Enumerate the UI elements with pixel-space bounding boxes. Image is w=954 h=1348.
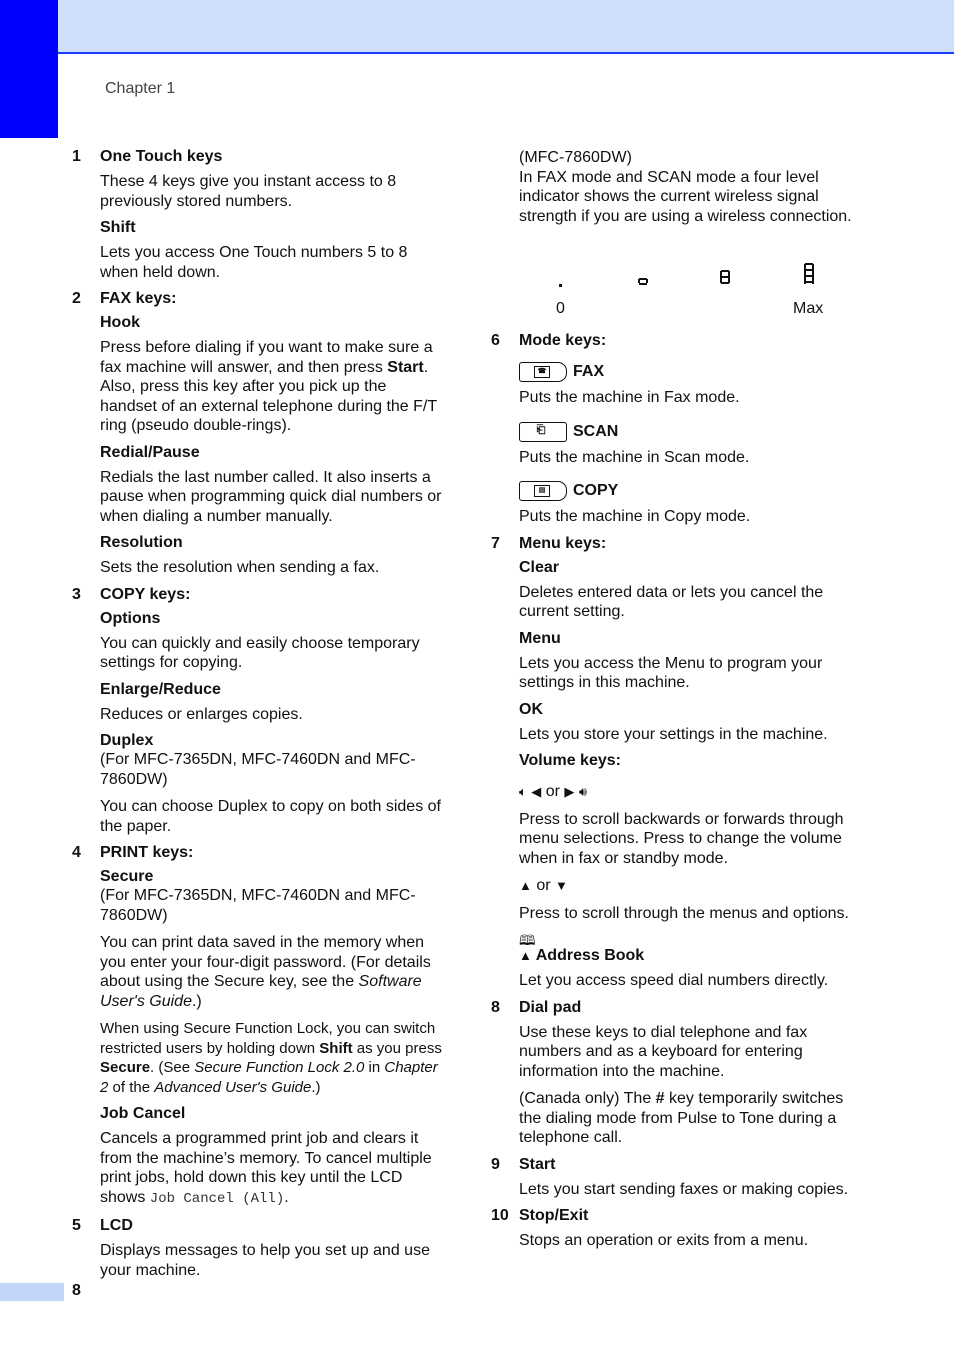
subheading: Enlarge/Reduce <box>100 680 221 698</box>
item-dial-pad <box>491 999 866 1148</box>
item-mode-keys <box>491 332 866 527</box>
item-number: 6 <box>491 332 500 349</box>
signal-max-label: Max <box>793 300 824 317</box>
item-one-touch <box>72 148 442 282</box>
item-menu-keys <box>491 535 866 991</box>
right-arrow-icon: ▶ <box>564 784 575 799</box>
paragraph: You can print data saved in the memory when you enter your four-digit password. (For details about using the Secure key, see the Software User's Guide.) <box>100 934 431 1010</box>
paragraph: Press before dialing if you want to make sure a fax machine will answer, and then press Start. Also, press this key after you pick up the handset of an external telephone during the F/T ring (pseudo double-rings). <box>100 339 437 434</box>
item-title: PRINT keys: <box>100 844 194 861</box>
left-arrow-icon: ◀ <box>531 784 542 799</box>
paragraph: Lets you store your settings in the machine. <box>519 725 828 743</box>
item-number: 3 <box>72 585 81 603</box>
paragraph: In FAX mode and SCAN mode a four level indicator shows the current wireless signal strength if you are using a wireless connection. <box>519 168 852 225</box>
copy-mode-key: ▤ COPY <box>519 481 866 501</box>
paragraph: You can choose Duplex to copy on both sides of the paper. <box>100 798 441 835</box>
item-title: One Touch keys <box>100 148 223 165</box>
header-band <box>0 0 954 54</box>
paragraph: Puts the machine in Scan mode. <box>519 448 750 466</box>
item-title: LCD <box>100 1217 133 1234</box>
address-book-heading: ▲ Address Book <box>519 947 645 964</box>
paragraph: You can quickly and easily choose temporary settings for copying. <box>100 634 420 671</box>
item-fax-keys <box>72 290 442 578</box>
page-number-bar <box>0 1283 64 1301</box>
paragraph: Lets you start sending faxes or making copies. <box>519 1180 849 1198</box>
signal-level-3-icon <box>802 260 816 290</box>
item-number: 10 <box>491 1207 509 1224</box>
paragraph: These 4 keys give you instant access to 8 previously stored numbers. <box>100 173 397 210</box>
subheading: Clear <box>519 558 560 576</box>
subheading: Hook <box>100 314 140 331</box>
paragraph: Use these keys to dial telephone and fax numbers and as a keyboard for entering information into the machine. <box>519 1023 808 1080</box>
item-title: Stop/Exit <box>519 1207 589 1224</box>
subheading: Job Cancel <box>100 1105 186 1122</box>
item-copy-keys <box>72 586 442 837</box>
item-number: 2 <box>72 290 81 307</box>
subheading: Options <box>100 609 161 627</box>
paragraph: Cancels a programmed print job and clears it from the machine’s memory. To cancel multiple print jobs, hold down this key until the LCD shows Job Cancel (All). <box>100 1130 432 1207</box>
paragraph: Lets you access the Menu to program your settings in this machine. <box>519 654 823 691</box>
item-lcd <box>72 1217 442 1280</box>
item-title: Dial pad <box>519 998 582 1016</box>
subheading: Shift <box>100 219 136 236</box>
paragraph: Lets you access One Touch numbers 5 to 8 when held down. <box>100 244 408 281</box>
paragraph: (For MFC-7365DN, MFC-7460DN and MFC-7860DW) <box>100 887 416 924</box>
signal-level-2-icon <box>718 260 732 290</box>
fax-mode-key: ☎ FAX <box>519 362 866 382</box>
signal-level-0-icon <box>557 260 565 290</box>
item-title: Mode keys: <box>519 332 607 349</box>
item-number: 8 <box>491 998 500 1016</box>
updown-keys-line: ▲ or ▼ <box>519 877 568 894</box>
subheading: Volume keys: <box>519 752 621 769</box>
volume-keys-line: 🔈︎ ◀ or ▶ 🔊︎ <box>519 783 588 800</box>
subheading: Duplex <box>100 732 154 749</box>
subheading: Resolution <box>100 534 183 551</box>
down-arrow-icon: ▼ <box>555 878 568 893</box>
paragraph: Reduces or enlarges copies. <box>100 705 303 723</box>
paragraph: Deletes entered data or lets you cancel the current setting. <box>519 583 824 620</box>
signal-level-1-icon <box>636 260 650 290</box>
subheading: Secure <box>100 868 154 885</box>
paragraph: Press to scroll through the menus and options. <box>519 904 849 922</box>
up-arrow-icon: ▲ <box>519 878 532 893</box>
item-number: 1 <box>72 148 81 165</box>
scan-mode-key: ⎗ SCAN <box>519 422 866 442</box>
item-title: Start <box>519 1155 556 1173</box>
paragraph: Let you access speed dial numbers directly. <box>519 972 829 989</box>
chapter-label: Chapter 1 <box>105 80 176 97</box>
right-column <box>491 148 866 1259</box>
fax-key-icon: ☎ <box>519 362 567 382</box>
item-start <box>491 1156 866 1200</box>
item-number: 7 <box>491 534 500 552</box>
chapter-tab <box>0 0 58 138</box>
scan-key-icon: ⎗ <box>519 422 567 442</box>
subheading: Menu <box>519 629 561 647</box>
copy-key-icon: ▤ <box>519 481 567 501</box>
paragraph: Sets the resolution when sending a fax. <box>100 559 380 576</box>
paragraph: (MFC-7860DW) <box>519 149 632 166</box>
item-number: 4 <box>72 844 81 861</box>
paragraph: Puts the machine in Fax mode. <box>519 389 740 406</box>
item-number: 5 <box>72 1217 81 1234</box>
speaker-low-icon: 🔈︎ <box>519 784 527 799</box>
signal-indicator <box>519 260 866 320</box>
paragraph: Stops an operation or exits from a menu. <box>519 1232 809 1249</box>
item-title: COPY keys: <box>100 585 191 603</box>
item-number: 9 <box>491 1155 500 1173</box>
paragraph: Press to scroll backwards or forwards through menu selections. Press to change the volume when in fax or standby mode. <box>519 810 844 867</box>
paragraph: (For MFC-7365DN, MFC-7460DN and MFC-7860DW) <box>100 751 416 788</box>
paragraph: Displays messages to help you set up and use your machine. <box>100 1242 430 1279</box>
signal-section <box>491 148 866 320</box>
speaker-high-icon: 🔊︎ <box>578 784 588 799</box>
signal-min-label: 0 <box>556 300 565 317</box>
item-print-keys <box>72 844 442 1209</box>
subheading: Redial/Pause <box>100 443 200 461</box>
paragraph: Puts the machine in Copy mode. <box>519 508 751 525</box>
paragraph: Redials the last number called. It also inserts a pause when programming quick dial numbers or when dialing a number manually. <box>100 468 442 525</box>
lcd-text: Job Cancel (All) <box>149 1190 285 1207</box>
note-paragraph: When using Secure Function Lock, you can switch restricted users by holding down Shift as you press Secure. (See Secure Function Lock 2.0 in Chapter 2 of the Advanced User's Guide.) <box>100 1020 442 1096</box>
subheading: OK <box>519 700 543 718</box>
left-column <box>72 148 442 1288</box>
page-number: 8 <box>72 1282 81 1299</box>
paragraph: (Canada only) The # key temporarily switches the dialing mode from Pulse to Tone during a telephone call. <box>519 1090 844 1146</box>
item-title: Menu keys: <box>519 534 607 552</box>
item-title: FAX keys: <box>100 290 177 307</box>
book-icon: 🕮︎ <box>519 932 536 948</box>
up-arrow-icon: ▲ <box>519 948 532 963</box>
item-stop-exit <box>491 1207 866 1251</box>
